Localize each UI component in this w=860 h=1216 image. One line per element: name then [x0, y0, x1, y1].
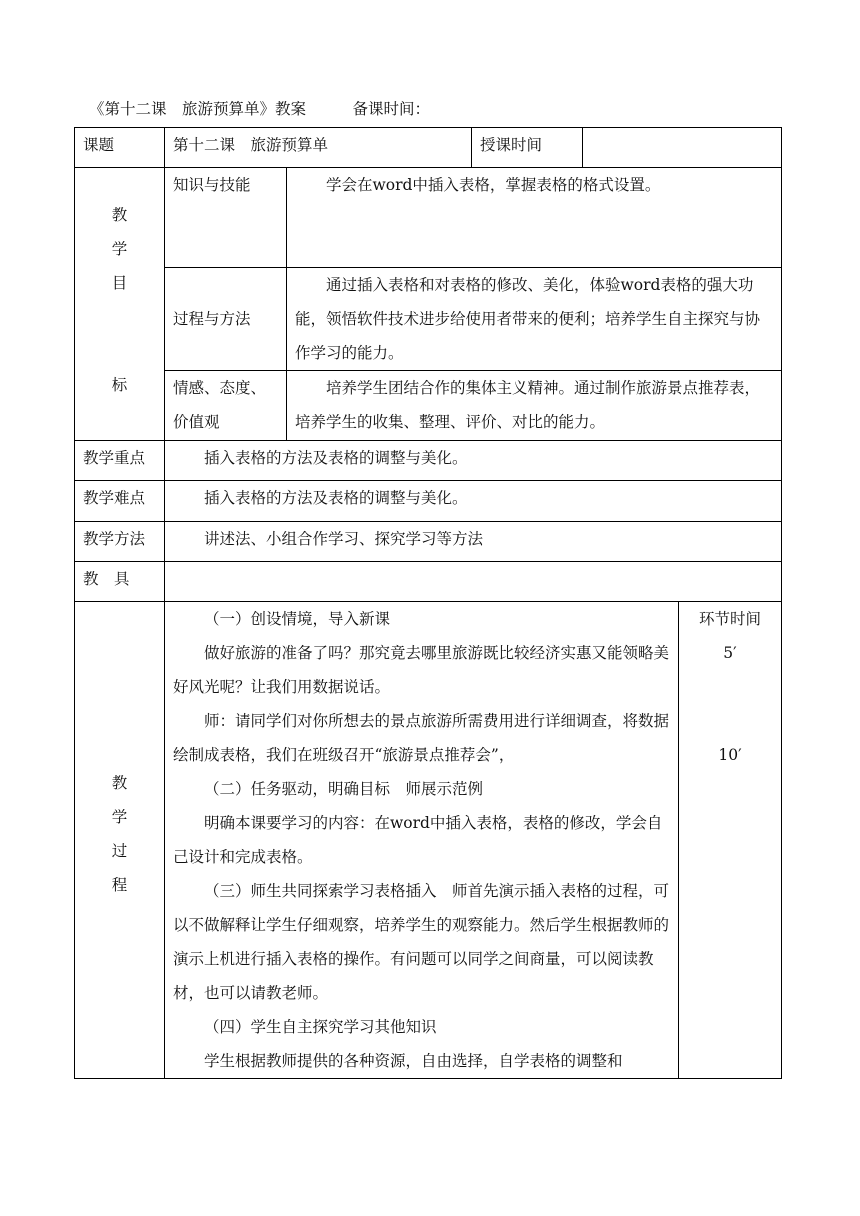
time-2: 10′ — [718, 746, 742, 764]
step-8: 学生根据教师提供的各种资源，自由选择，自学表格的调整和 — [204, 1052, 623, 1070]
process-text: 通过插入表格和对表格的修改、美化，体验word表格的强大功能，领悟软件技术进步给使用者带来的便利；培养学生自主探究与协作学习的能力。 — [295, 276, 761, 362]
prep-time-label: 备课时间： — [352, 100, 431, 118]
key-label: 教学重点 — [75, 441, 165, 481]
tools-label: 教 具 — [75, 562, 165, 602]
time-header: 环节时间 — [698, 610, 761, 628]
method-text: 讲述法、小组合作学习、探究学习等方法 — [204, 530, 484, 548]
emotion-label-line-1: 情感、态度、 — [173, 379, 267, 397]
lesson-value: 第十二课 旅游预算单 — [165, 128, 472, 168]
step-4: （二）任务驱动，明确目标 师展示范例 — [204, 780, 484, 798]
goals-label — [75, 168, 165, 441]
difficulty-text: 插入表格的方法及表格的调整与美化。 — [204, 489, 468, 507]
lesson-plan-table — [74, 127, 782, 1079]
method-label: 教学方法 — [75, 522, 165, 562]
row-method — [75, 522, 782, 562]
time-column — [679, 602, 782, 1079]
knowledge-text: 学会在word中插入表格，掌握表格的格式设置。 — [326, 176, 661, 194]
row-tools — [75, 562, 782, 602]
process-char-1: 教 — [111, 774, 128, 792]
process-label: 过程与方法 — [165, 268, 287, 371]
step-7: （四）学生自主探究学习其他知识 — [204, 1018, 437, 1036]
process-char-3: 过 — [111, 842, 128, 860]
document-header — [89, 97, 430, 119]
lesson-label: 课题 — [75, 128, 165, 168]
key-text: 插入表格的方法及表格的调整与美化。 — [204, 449, 468, 467]
step-2: 做好旅游的准备了吗？那究竟去哪里旅游既比较经济实惠又能领略美好风光呢？让我们用数据说话。 — [173, 644, 670, 696]
emotion-label-line-2: 价值观 — [173, 413, 220, 431]
emotion-label — [165, 371, 287, 441]
row-lesson — [75, 128, 782, 168]
process-char-2: 学 — [111, 808, 128, 826]
row-knowledge — [75, 168, 782, 268]
goals-char-2: 学 — [111, 240, 128, 258]
step-3: 师：请同学们对你所想去的景点旅游所需费用进行详细调查，将数据绘制成表格，我们在班级召开“旅游景点推荐会”， — [173, 712, 670, 764]
row-process — [75, 268, 782, 371]
row-key — [75, 441, 782, 481]
step-5: 明确本课要学习的内容：在word中插入表格，表格的修改，学会自己设计和完成表格。 — [173, 814, 663, 866]
tools-value — [165, 562, 782, 602]
row-difficulty — [75, 481, 782, 522]
row-teaching-process — [75, 602, 782, 1079]
document-title: 《第十二课 旅游预算单》教案 — [89, 100, 307, 118]
teaching-process-label — [75, 602, 165, 1079]
time-1: 5′ — [723, 644, 737, 662]
step-6: （三）师生共同探索学习表格插入 师首先演示插入表格的过程，可以不做解释让学生仔细观察，培养学生的观察能力。然后学生根据教师的演示上机进行插入表格的操作。有问题可以同学之间商量，可以阅读教材，也可以请教老师。 — [173, 882, 670, 1002]
knowledge-label: 知识与技能 — [165, 168, 287, 268]
teaching-steps — [165, 602, 679, 1079]
emotion-text: 培养学生团结合作的集体主义精神。通过制作旅游景点推荐表，培养学生的收集、整理、评价、对比的能力。 — [295, 379, 761, 431]
difficulty-label: 教学难点 — [75, 481, 165, 522]
class-time-label: 授课时间 — [472, 128, 583, 168]
process-char-4: 程 — [111, 876, 128, 894]
goals-char-1: 教 — [111, 206, 128, 224]
row-emotion — [75, 371, 782, 441]
class-time-value — [583, 128, 782, 168]
goals-char-3: 目 — [111, 274, 128, 292]
goals-char-4: 标 — [111, 376, 128, 394]
step-1: （一）创设情境，导入新课 — [204, 610, 391, 628]
